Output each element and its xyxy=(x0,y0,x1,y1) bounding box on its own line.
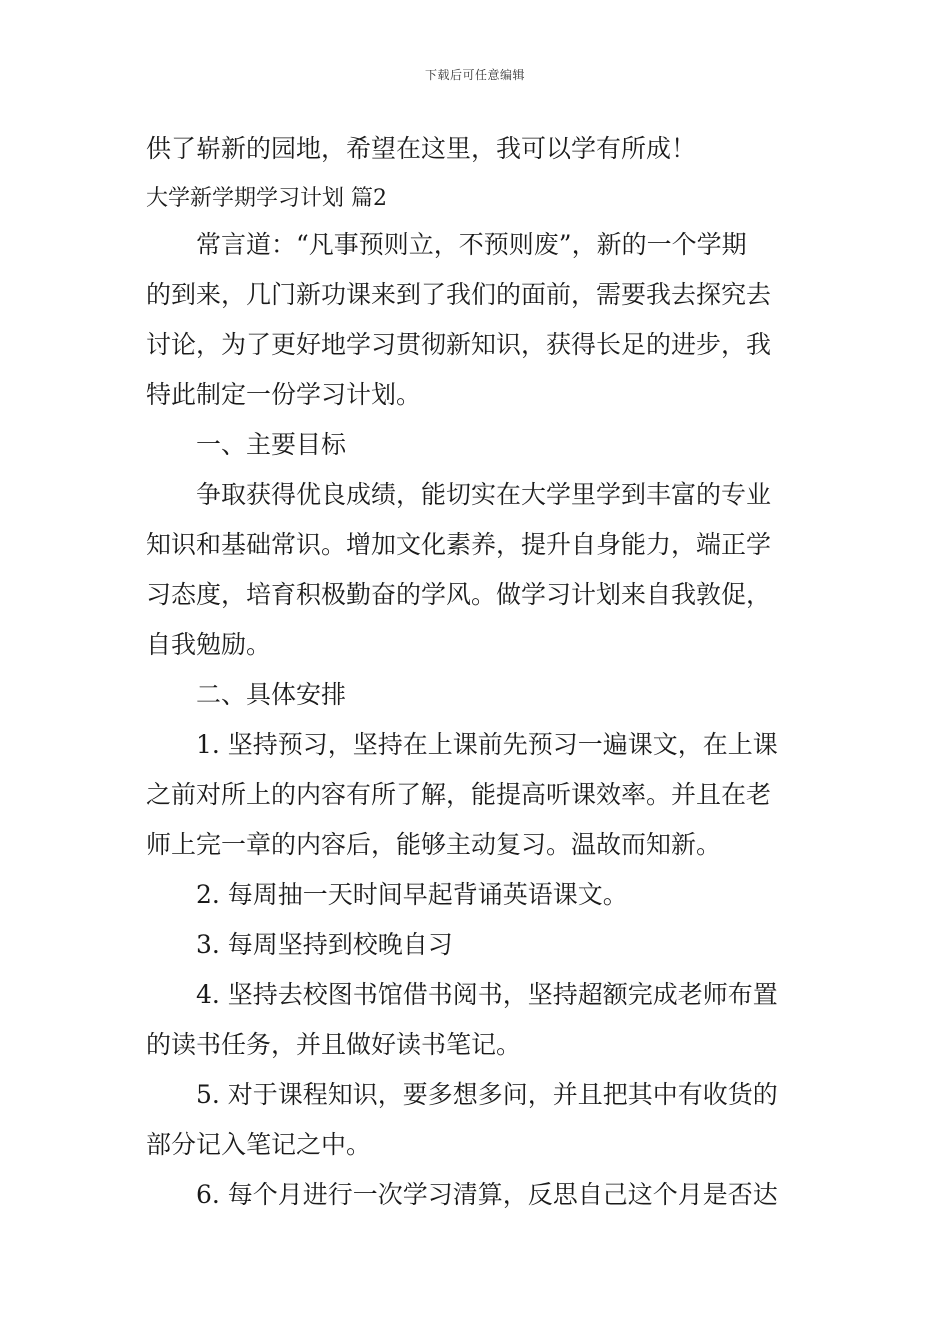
paragraph-line: 供了崭新的园地，希望在这里，我可以学有所成！ xyxy=(146,134,697,163)
paragraph-line: 知识和基础常识。增加文化素养，提升自身能力，端正学 xyxy=(146,530,772,559)
page-header: 下载后可任意编辑 xyxy=(424,68,525,82)
paragraph-line: 的到来，几门新功课来到了我们的面前，需要我去探究去 xyxy=(146,280,772,309)
heading-specific-arrangements: 二、具体安排 xyxy=(196,680,347,709)
paragraph-line: 争取获得优良成绩，能切实在大学里学到丰富的专业 xyxy=(196,480,772,509)
paragraph-line: 的读书任务，并且做好读书笔记。 xyxy=(146,1030,522,1059)
paragraph-line: 之前对所上的内容有所了解，能提高听课效率。并且在老 xyxy=(146,780,772,809)
section-title: 大学新学期学习计划 篇2 xyxy=(146,186,387,211)
list-item: 6. 每个月进行一次学习清算，反思自己这个月是否达 xyxy=(196,1180,778,1209)
paragraph-line: 师上完一章的内容后，能够主动复习。温故而知新。 xyxy=(146,830,722,859)
heading-main-goals: 一、主要目标 xyxy=(196,430,347,459)
list-item: 4. 坚持去校图书馆借书阅书，坚持超额完成老师布置 xyxy=(196,980,778,1009)
paragraph-line: 特此制定一份学习计划。 xyxy=(146,380,422,409)
paragraph-line: 常言道：“凡事预则立，不预则废”，新的一个学期 xyxy=(196,230,747,259)
paragraph-line: 讨论，为了更好地学习贯彻新知识，获得长足的进步，我 xyxy=(146,330,772,359)
paragraph-line: 部分记入笔记之中。 xyxy=(146,1130,372,1159)
list-item: 5. 对于课程知识，要多想多问，并且把其中有收货的 xyxy=(196,1080,778,1109)
paragraph-line: 习态度，培育积极勤奋的学风。做学习计划来自我敦促， xyxy=(146,580,772,609)
list-item: 3. 每周坚持到校晚自习 xyxy=(196,930,453,959)
list-item: 1. 坚持预习，坚持在上课前先预习一遍课文，在上课 xyxy=(196,730,778,759)
paragraph-line: 自我勉励。 xyxy=(146,630,272,659)
document-body xyxy=(146,128,811,1224)
list-item: 2. 每周抽一天时间早起背诵英语课文。 xyxy=(196,880,628,909)
